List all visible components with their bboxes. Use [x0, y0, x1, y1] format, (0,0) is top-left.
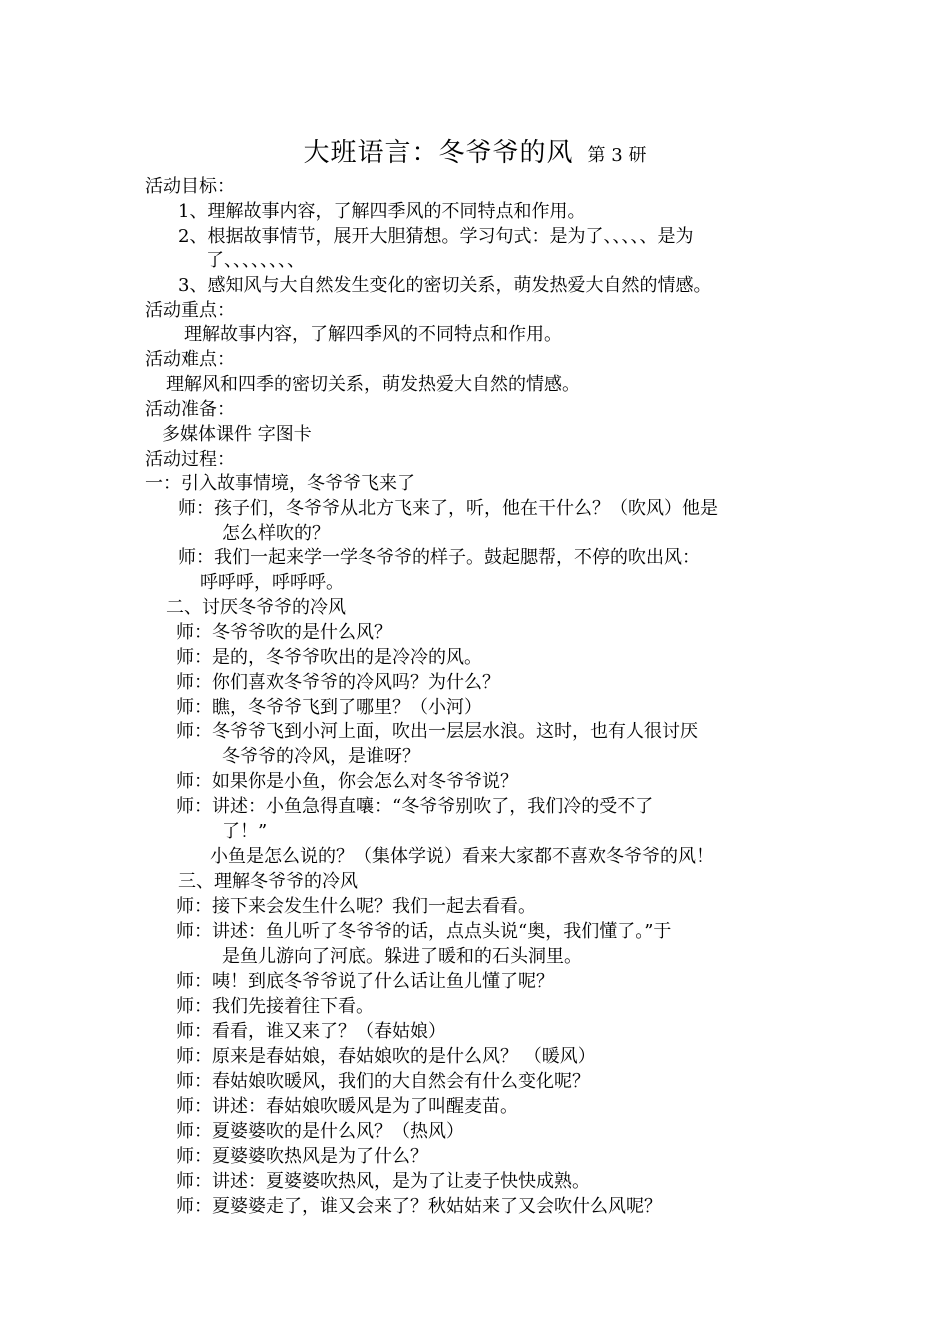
- document-title-row: [0, 132, 950, 169]
- text-line: 师：咦！到底冬爷爷说了什么话让鱼儿懂了呢？: [176, 971, 554, 992]
- document-subtitle: 第 3 研: [587, 145, 647, 166]
- section-heading: 活动准备：: [145, 399, 235, 420]
- text-line: 冬爷爷的冷风，是谁呀？: [222, 746, 420, 767]
- section-heading: 活动难点：: [145, 349, 235, 370]
- text-line: 师：春姑娘吹暖风，我们的大自然会有什么变化呢？: [176, 1071, 590, 1092]
- text-line: 1、理解故事内容，了解四季风的不同特点和作用。: [178, 201, 586, 222]
- text-line: 师：冬爷爷吹的是什么风？: [176, 622, 392, 643]
- section-heading: 活动重点：: [145, 300, 235, 321]
- text-line: 师：如果你是小鱼，你会怎么对冬爷爷说？: [176, 771, 518, 792]
- text-line: 多媒体课件 字图卡: [162, 424, 312, 445]
- text-line: 师：孩子们，冬爷爷从北方飞来了，听，他在干什么？（吹风）他是: [178, 498, 718, 519]
- text-line: 师：夏婆婆吹热风是为了什么？: [176, 1146, 428, 1167]
- step-heading: 二、讨厌冬爷爷的冷风: [166, 597, 346, 618]
- text-line: 了！”: [222, 821, 268, 842]
- text-line: 师：夏婆婆走了，谁又会来了？秋姑姑来了又会吹什么风呢？: [176, 1196, 662, 1217]
- text-line: 师：是的，冬爷爷吹出的是冷冷的风。: [176, 647, 482, 668]
- text-line: 师：接下来会发生什么呢？我们一起去看看。: [176, 896, 536, 917]
- text-line: 是鱼儿游向了河底。躲进了暖和的石头洞里。: [222, 946, 582, 967]
- step-heading: 一：引入故事情境，冬爷爷飞来了: [145, 473, 415, 494]
- section-heading: 活动过程：: [145, 449, 235, 470]
- text-line: 师：你们喜欢冬爷爷的冷风吗？为什么？: [176, 672, 500, 693]
- text-line: 师：讲述：小鱼急得直嚷：“冬爷爷别吹了，我们冷的受不了: [176, 796, 654, 817]
- step-heading: 三、理解冬爷爷的冷风: [178, 871, 358, 892]
- text-line: 师：讲述：春姑娘吹暖风是为了叫醒麦苗。: [176, 1096, 518, 1117]
- text-line: 师：我们先接着往下看。: [176, 996, 374, 1017]
- text-line: 师：我们一起来学一学冬爷爷的样子。鼓起腮帮，不停的吹出风：: [178, 547, 700, 568]
- text-line: 2、根据故事情节，展开大胆猜想。学习句式：是为了、、、、、是为: [178, 226, 694, 247]
- text-line: 师：讲述：夏婆婆吹热风，是为了让麦子快快成熟。: [176, 1171, 590, 1192]
- document-title: 大班语言：冬爷爷的风: [303, 138, 574, 168]
- text-line: 了、、、、、、、、: [206, 250, 305, 271]
- text-line: 师：瞧，冬爷爷飞到了哪里？（小河）: [176, 697, 482, 718]
- text-line: 师：夏婆婆吹的是什么风？（热风）: [176, 1121, 464, 1142]
- text-line: 师：看看，谁又来了？（春姑娘）: [176, 1021, 446, 1042]
- section-heading: 活动目标：: [145, 176, 235, 197]
- text-line: 3、感知风与大自然发生变化的密切关系，萌发热爱大自然的情感。: [178, 275, 712, 296]
- text-line: 师：冬爷爷飞到小河上面，吹出一层层水浪。这时，也有人很讨厌: [176, 721, 698, 742]
- text-line: 师：原来是春姑娘，春姑娘吹的是什么风？ （暖风）: [176, 1046, 596, 1067]
- text-line: 理解风和四季的密切关系，萌发热爱大自然的情感。: [166, 374, 580, 395]
- text-line: 师：讲述：鱼儿听了冬爷爷的话，点点头说“奥，我们懂了。”于: [176, 921, 672, 942]
- text-line: 呼呼呼，呼呼呼。: [200, 572, 344, 593]
- text-line: 小鱼是怎么说的？（集体学说）看来大家都不喜欢冬爷爷的风！: [210, 846, 714, 867]
- text-line: 怎么样吹的？: [222, 523, 330, 544]
- text-line: 理解故事内容，了解四季风的不同特点和作用。: [184, 324, 562, 345]
